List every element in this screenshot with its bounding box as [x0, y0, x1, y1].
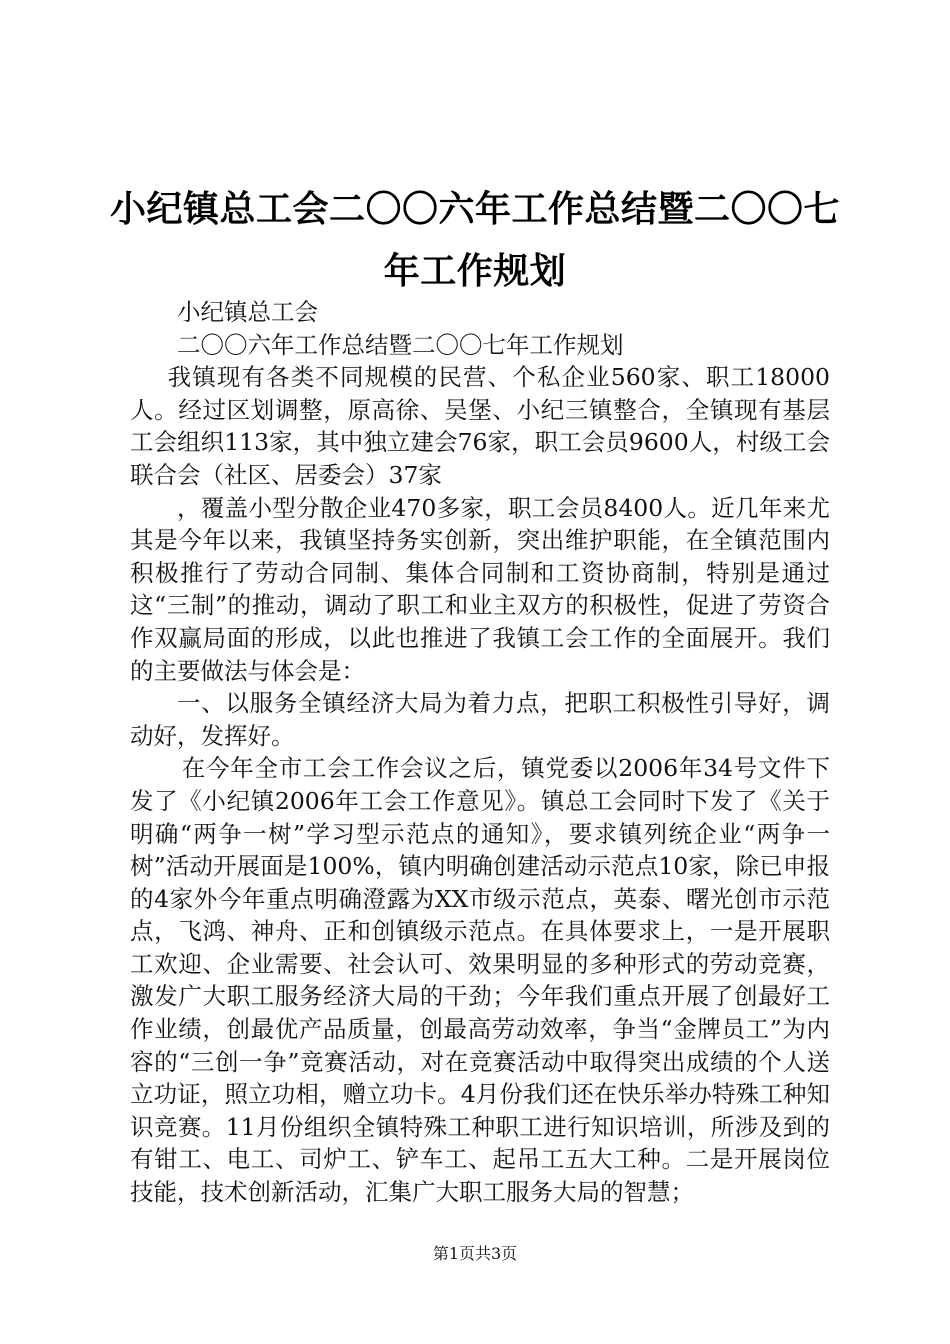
paragraph-section-one: 在今年全市工会工作会议之后，镇党委以2006年34号文件下发了《小纪镇2006年工会工作意见》。镇总工会同时下发了《关于明确“两争一树”学习型示范点的通知》，要求镇列统企业“两争一树”活动开展面是100%，镇内明确创建活动示范点10家，除已申报的4家外今年重点明确澄露为XX市级示范点，英泰、曙光创市示范点，飞鸿、神舟、正和创镇级示范点。在具体要求上，一是开展职工欢迎、企业需要、社会认可、效果明显的多种形式的劳动竞赛，激发广大职工服务经济大局的干劲；今年我们重点开展了创最好工作业绩，创最优产品质量，创最高劳动效率，争当“金牌员工”为内容的“三创一争”竞赛活动，对在竞赛活动中取得突出成绩的个人送立功证，照立功相，赠立功卡。4月份我们还在快乐举办特殊工种知识竞赛。11月份组织全镇特殊工种职工进行知识培训，所涉及到的有钳工、电工、司炉工、铲车工、起吊工五大工种。二是开展岗位技能，技术创新活动，汇集广大职工服务大局的智慧； [130, 754, 830, 1207]
page-footer [0, 1244, 950, 1264]
paragraph-achievements: ，覆盖小型分散企业470多家，职工会员8400人。近几年来尤其是今年以来，我镇坚持务实创新，突出维护职能，在全镇范围内积极推行了劳动合同制、集体合同制和工资协商制，特别是通过这“三制”的推动，调动了职工和业主双方的积极性，促进了劳资合作双赢局面的形成，以此也推进了我镇工会工作的全面展开。我们的主要做法与体会是： [130, 493, 830, 685]
paragraph-organization: 小纪镇总工会 [177, 298, 318, 326]
paragraph-subtitle: 二〇〇六年工作总结暨二〇〇七年工作规划 [177, 330, 624, 359]
page-total: 共3页 [475, 1244, 518, 1263]
paragraph-overview: 我镇现有各类不同规模的民营、个私企业560家、职工18000人。经过区划调整，原高徐、吴堡、小纪三镇整合，全镇现有基层工会组织113家，其中独立建会76家，职工会员9600人，村级工会联合会（社区、居委会）37家 [130, 363, 830, 489]
page-number: 第1页 [432, 1244, 475, 1263]
document-body [130, 296, 830, 1209]
document-title: 小纪镇总工会二〇〇六年工作总结暨二〇〇七年工作规划 [110, 188, 841, 292]
section-heading-one: 一、以服务全镇经济大局为着力点，把职工积极性引导好，调动好，发挥好。 [130, 689, 830, 750]
